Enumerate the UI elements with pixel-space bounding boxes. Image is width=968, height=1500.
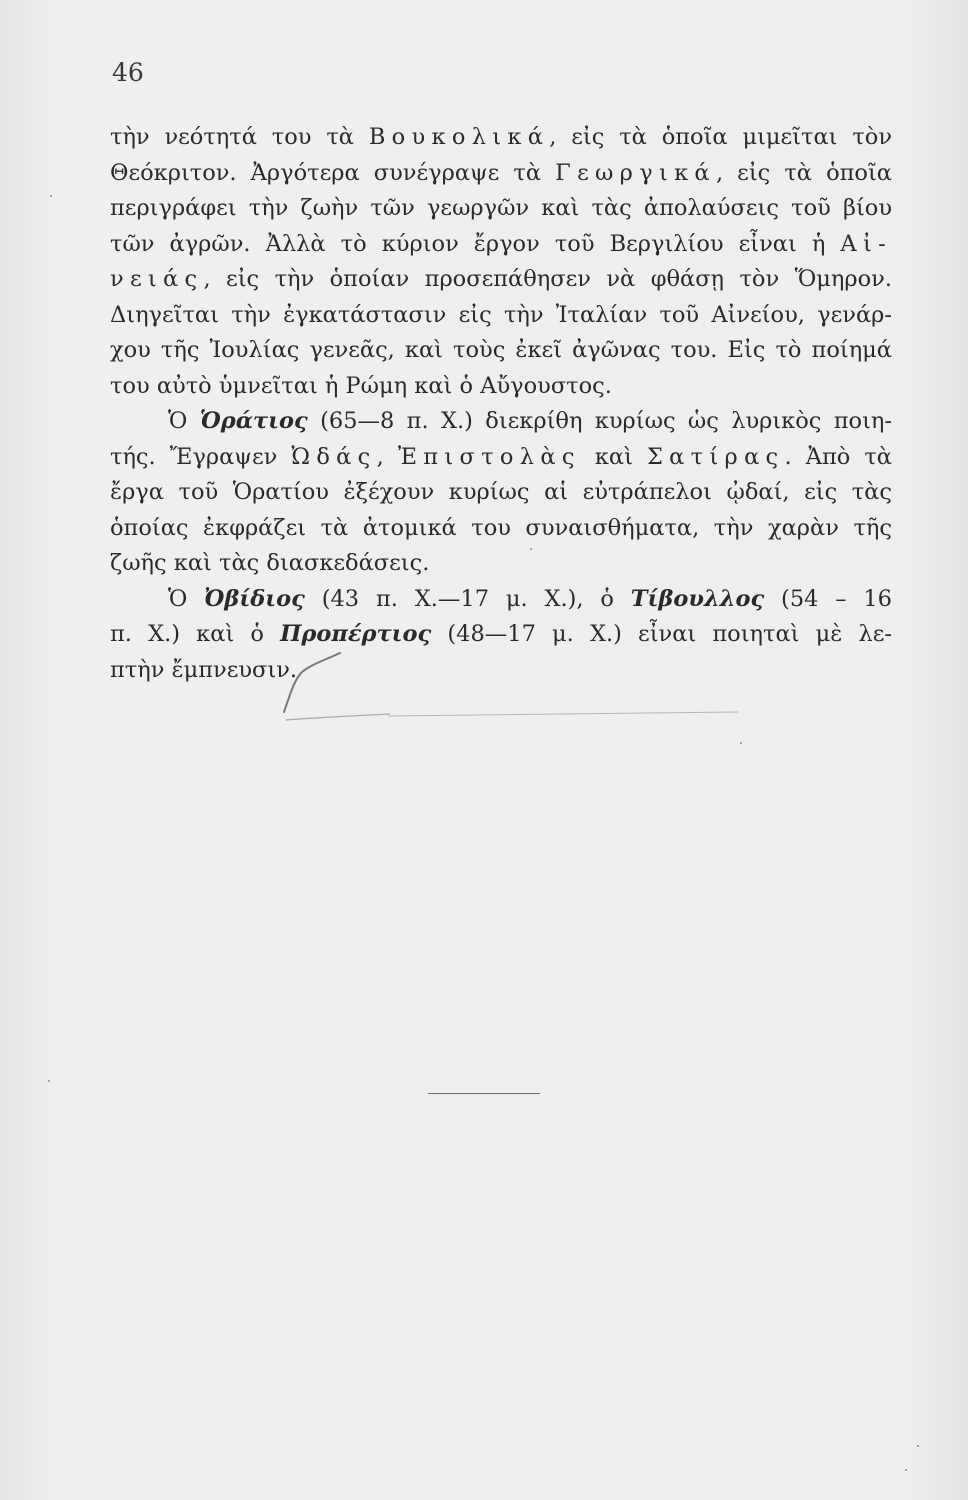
page-number: 46	[112, 58, 144, 87]
footer-rule	[428, 1093, 540, 1094]
spaced-title: Βουκολικά	[368, 124, 550, 150]
text-run: , εἰς τὰ ὁποῖα	[715, 159, 892, 186]
spaced-title: Αἰ-	[840, 230, 892, 257]
text-run: (65—8 π. Χ.) διεκρίθη κυρίως ὡς λυρικὸς ποιη-	[307, 408, 892, 434]
text-line	[110, 582, 892, 618]
text-run: , εἰς τὴν ὁποίαν προσεπάθησεν νὰ φθάσῃ τὸν Ὅμηρον.	[203, 266, 892, 292]
text-run: χου τῆς Ἰουλίας γενεᾶς, καὶ τοὺς ἐκεῖ ἀγῶνας του. Εἰς τὸ ποίημά	[110, 337, 892, 363]
spaced-title: Γεωργικά	[555, 159, 716, 186]
text-run: πτὴν ἔμπνευσιν.	[110, 656, 298, 683]
body-text	[110, 120, 892, 688]
text-run: (48—17 μ. Χ.) εἶναι ποιηταὶ μὲ λε-	[431, 621, 892, 647]
text-line	[110, 440, 892, 476]
paragraph-elegists	[110, 582, 892, 689]
text-line	[110, 262, 892, 298]
text-line	[110, 617, 892, 653]
text-run: π. Χ.) καὶ ὁ	[110, 621, 281, 647]
text-run: Ὁ	[168, 408, 200, 434]
text-run: . Ἀπὸ τὰ	[784, 443, 892, 470]
text-run: (54 – 16	[764, 585, 892, 612]
spaced-title: νειάς	[110, 266, 204, 292]
text-run: (43 π. Χ.—17 μ. Χ.), ὁ	[304, 585, 631, 612]
text-run: ὁποίας ἐκφράζει τὰ ἀτομικά του συναισθήματα, τὴν χαρὰν τῆς	[110, 514, 892, 541]
text-run: Διηγεῖται τὴν ἐγκατάστασιν εἰς τὴν Ἰταλίαν τοῦ Αἰνείου, γενάρ-	[110, 301, 892, 328]
text-run: τῶν ἀγρῶν. Ἀλλὰ τὸ κύριον ἔργον τοῦ Βεργιλίου εἶναι ἡ	[110, 230, 841, 257]
text-line	[110, 475, 892, 511]
pen-mark-trail	[388, 706, 748, 726]
text-run: Ὁ	[168, 585, 205, 612]
poet-name: Προπέρτιος	[280, 621, 432, 647]
poet-name: Τίβουλλος	[630, 585, 765, 612]
text-run: ζωῆς καὶ τὰς διασκεδάσεις.	[110, 550, 430, 576]
text-run: τὴν νεότητά του τὰ	[110, 124, 369, 150]
spaced-title: Ἐπιστολὰς	[397, 443, 581, 470]
poet-name: Ὁράτιος	[199, 408, 308, 434]
text-line	[110, 120, 892, 156]
text-run: Θεόκριτον. Ἀργότερα συνέγραψε τὰ	[110, 159, 556, 186]
text-line	[110, 191, 892, 227]
text-line	[110, 404, 892, 440]
pen-mark-stroke	[270, 650, 390, 730]
text-line	[110, 227, 892, 263]
spaced-title: Σατίρας	[646, 443, 785, 470]
text-run: περιγράφει τὴν ζωὴν τῶν γεωργῶν καὶ τὰς ἀπολαύσεις τοῦ βίου	[110, 195, 892, 221]
text-line	[110, 369, 892, 405]
text-line	[110, 653, 892, 689]
text-run: ἔργα τοῦ Ὁρατίου ἐξέχουν κυρίως αἱ εὐτράπελοι ᾠδαί, εἰς τὰς	[110, 479, 892, 505]
text-run: του αὐτὸ ὑμνεῖται ἡ Ρώμη καὶ ὁ Αὔγουστος.	[110, 372, 612, 399]
paragraph-vergil	[110, 120, 892, 404]
text-run: τής. Ἔγραψεν	[110, 443, 292, 470]
text-line	[110, 511, 892, 547]
text-run: ,	[376, 443, 398, 470]
text-line	[110, 546, 892, 582]
text-line	[110, 156, 892, 192]
poet-name: Ὀβίδιος	[204, 585, 305, 612]
text-line	[110, 298, 892, 334]
spaced-title: Ὠδάς	[291, 443, 377, 470]
text-line	[110, 333, 892, 369]
text-run: , εἰς τὰ ὁποῖα μιμεῖται τὸν	[549, 124, 892, 150]
paragraph-horace	[110, 404, 892, 582]
text-run: καὶ	[580, 443, 647, 470]
